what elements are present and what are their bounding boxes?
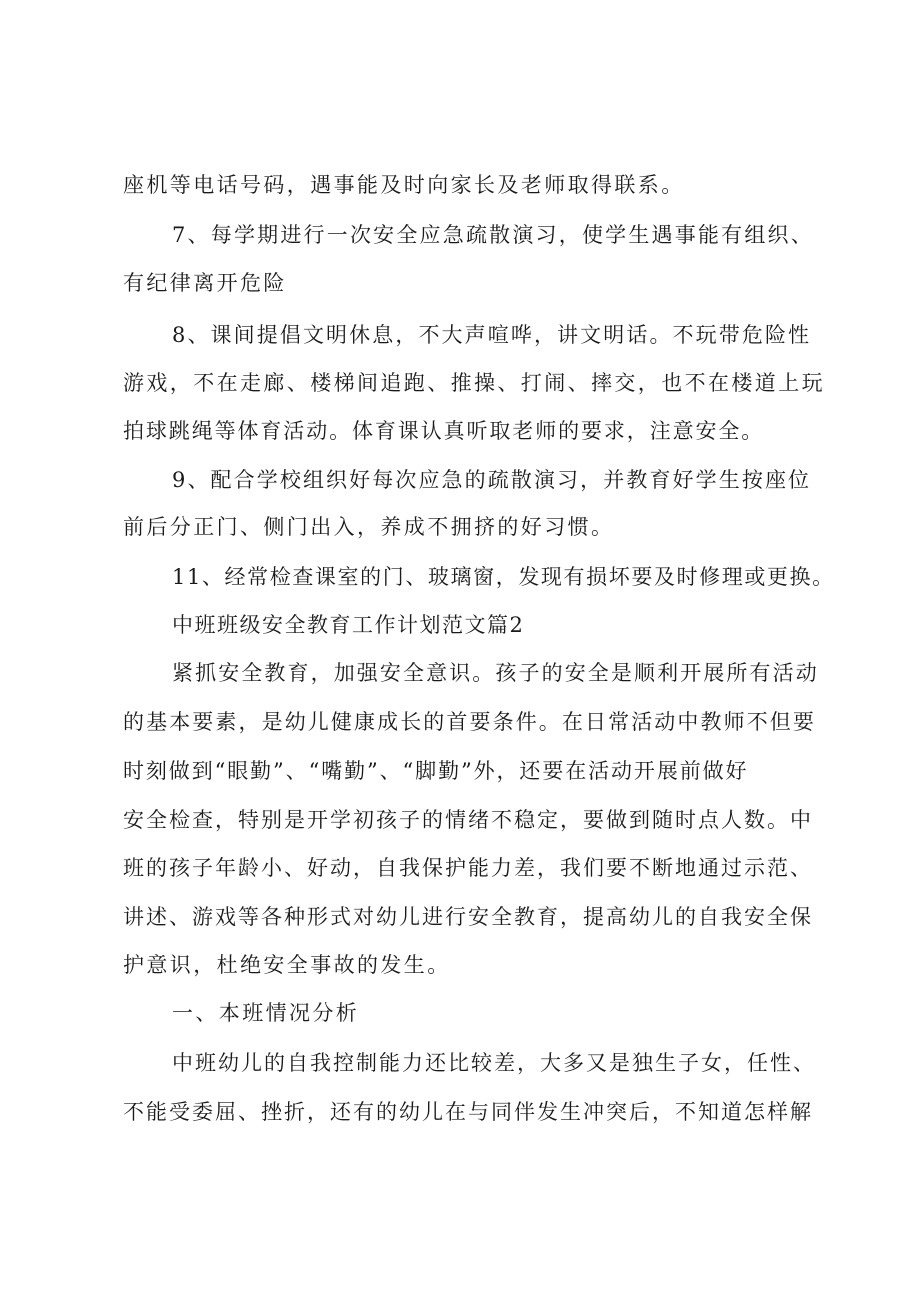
text-line-intro-3: 时刻做到“眼勤”、“嘴勤”、“脚勤”外，还要在活动开展前做好: [123, 759, 749, 783]
text-line-intro-6: 讲述、游戏等各种形式对幼儿进行安全教育，提高幼儿的自我安全保: [123, 905, 813, 929]
text-line-intro-5: 班的孩子年龄小、好动，自我保护能力差，我们要不断地通过示范、: [123, 856, 813, 880]
text-line-analysis-1: 中班幼儿的自我控制能力还比较差，大多又是独生子女，任性、: [172, 1051, 816, 1075]
text-line-intro-7: 护意识，杜绝安全事故的发生。: [123, 953, 451, 977]
text-line-item-9: 9、配合学校组织好每次应急的疏散演习，并教育好学生按座位: [172, 468, 812, 492]
text-line-item-9-cont: 前后分正门、侧门出入，养成不拥挤的好习惯。: [123, 515, 615, 539]
text-line-intro-1: 紧抓安全教育，加强安全意识。孩子的安全是顺利开展所有活动: [172, 661, 819, 685]
text-line-item-11: 11、经常检查课室的门、玻璃窗，发现有损坏要及时修理或更换。: [172, 565, 835, 589]
section-heading-plan-2: 中班班级安全教育工作计划范文篇2: [172, 613, 525, 637]
text-line-item-8-cont-2: 拍球跳绳等体育活动。体育课认真听取老师的要求，注意安全。: [123, 419, 765, 443]
text-line-item-7-cont: 有纪律离开危险: [123, 271, 287, 295]
text-line-contact-info: 座机等电话号码，遇事能及时向家长及老师取得联系。: [123, 173, 685, 197]
text-line-intro-4: 安全检查，特别是开学初孩子的情绪不稳定，要做到随时点人数。中: [123, 808, 813, 832]
section-heading-class-analysis: 一、本班情况分析: [172, 1001, 360, 1025]
text-line-item-8: 8、课间提倡文明休息，不大声喧哗，讲文明话。不玩带危险性: [172, 323, 812, 347]
text-line-item-7: 7、每学期进行一次安全应急疏散演习，使学生遇事能有组织、: [172, 223, 814, 247]
text-line-intro-2: 的基本要素，是幼儿健康成长的首要条件。在日常活动中教师不但要: [123, 710, 816, 734]
text-line-item-8-cont-1: 游戏，不在走廊、楼梯间追跑、推操、打闹、摔交，也不在楼道上玩: [123, 371, 825, 395]
text-line-analysis-2: 不能受委屈、挫折，还有的幼儿在与同伴发生冲突后，不知道怎样解: [123, 1100, 813, 1124]
